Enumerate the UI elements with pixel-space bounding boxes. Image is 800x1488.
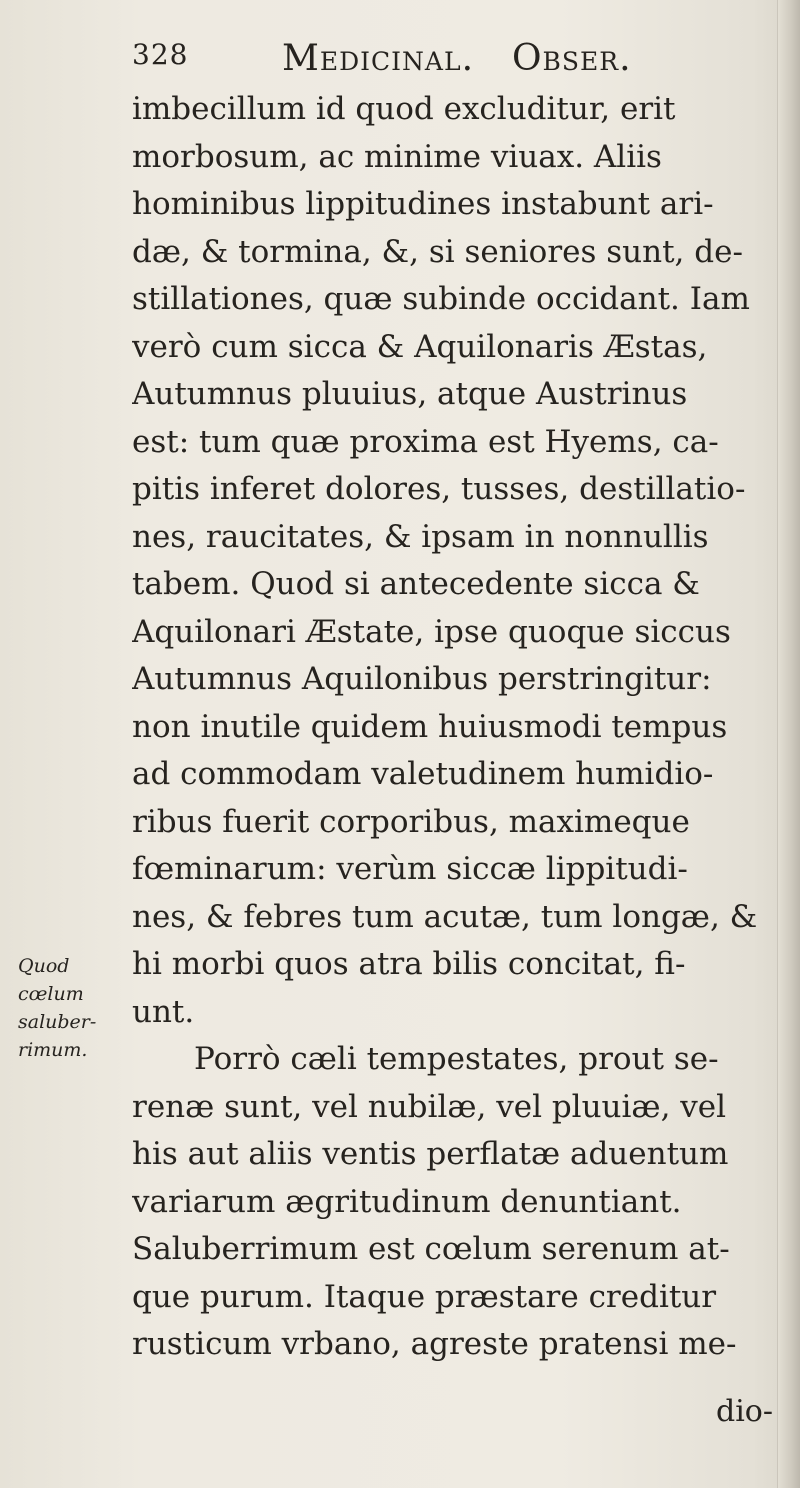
text-line: nes, raucitates, & ipsam in nonnullis	[132, 518, 709, 555]
text-line: verò cum sicca & Aquilonaris Æstas,	[132, 328, 708, 365]
text-line: tabem. Quod si antecedente sicca &	[132, 566, 700, 602]
text-line: Aquilonari Æstate, ipse quoque siccus	[132, 613, 731, 650]
margin-note-line: Quod	[18, 955, 70, 977]
text-line: hominibus lippitudines instabunt ari-	[132, 186, 714, 222]
text-line: hi morbi quos atra bilis concitat, fi-	[132, 946, 686, 982]
text-line: nes, & febres tum acutæ, tum longæ, &	[132, 898, 758, 935]
text-line: non inutile quidem huiusmodi tempus	[132, 708, 728, 745]
text-line: ribus fuerit corporibus, maximeque	[132, 803, 690, 840]
text-line: morbosum, ac minime viuax. Aliis	[132, 138, 662, 175]
catchword: dio-	[716, 1394, 773, 1429]
margin-note-line: rimum.	[18, 1039, 88, 1061]
text-line: que purum. Itaque præstare creditur	[132, 1278, 717, 1315]
text-line: Porrò cæli tempestates, prout se-	[194, 1041, 719, 1077]
body-text	[132, 86, 772, 1369]
text-line: Autumnus Aquilonibus perstringitur:	[132, 661, 712, 697]
text-line: imbecillum id quod excluditur, erit	[132, 91, 676, 127]
page-number: 328	[132, 38, 189, 71]
running-header	[132, 38, 772, 88]
text-line: Autumnus pluuius, atque Austrinus	[132, 376, 688, 412]
page-gutter-edge	[777, 0, 800, 1488]
section-label: Obser.	[512, 38, 632, 79]
text-line: rusticum vrbano, agreste pratensi me-	[132, 1326, 737, 1362]
margin-note-line: cœlum	[18, 983, 84, 1005]
text-line: renæ sunt, vel nubilæ, vel pluuiæ, vel	[132, 1088, 727, 1125]
margin-note	[18, 952, 128, 1064]
text-line: ad commodam valetudinem humidio-	[132, 756, 714, 792]
text-line: stillationes, quæ subinde occidant. Iam	[132, 281, 750, 317]
text-line: pitis inferet dolores, tusses, destillatio-	[132, 471, 746, 507]
text-line: Saluberrimum est cœlum serenum at-	[132, 1231, 730, 1267]
margin-note-line: saluber-	[18, 1011, 97, 1033]
text-line: unt.	[132, 993, 195, 1030]
text-line: variarum ægritudinum denuntiant.	[132, 1183, 682, 1220]
text-line: fœminarum: verùm siccæ lippitudi-	[132, 851, 688, 887]
text-line: dæ, & tormina, &, si seniores sunt, de-	[132, 233, 743, 270]
running-title: Medicinal.	[282, 38, 475, 79]
text-line: his aut aliis ventis perflatæ aduentum	[132, 1136, 729, 1172]
text-line: est: tum quæ proxima est Hyems, ca-	[132, 423, 719, 460]
